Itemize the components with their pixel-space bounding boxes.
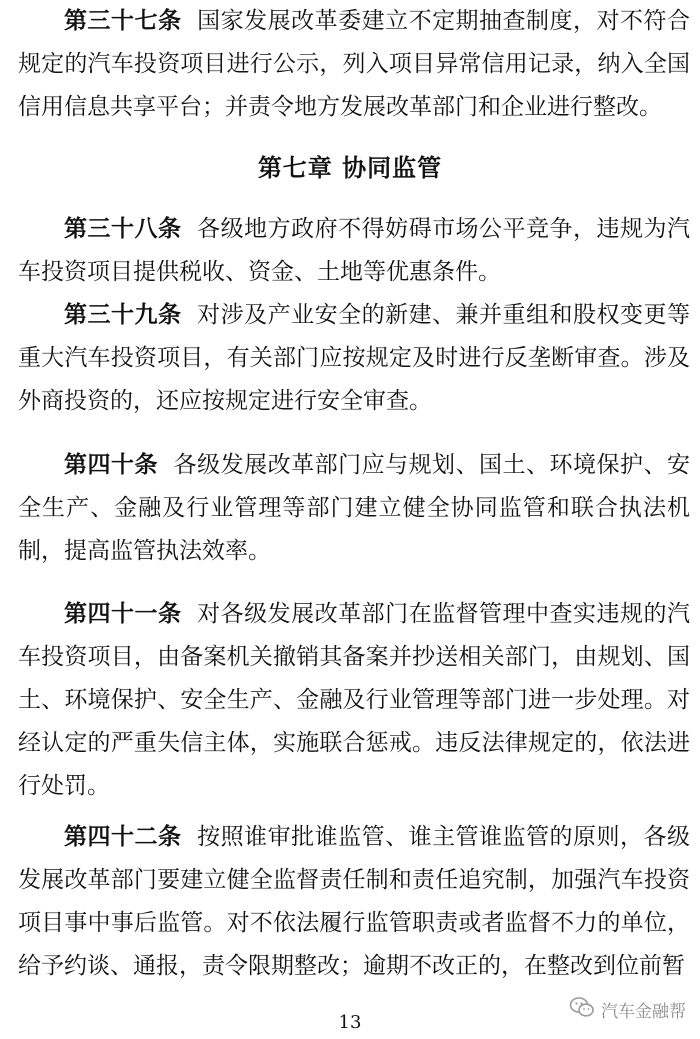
article-38-title: 第三十八条: [64, 216, 182, 242]
article-42-text: 按照谁审批谁监管、谁主管谁监管的原则，各级发展改革部门要建立健全监督责任制和责任追究制，加强汽车投资项目事中事后监管。对不依法履行监管职责或者监督不力的单位，给予约谈、通报，责令限期整改；逾期不改正的，在整改到位前暂: [18, 824, 691, 979]
article-37-text: 国家发展改革委建立不定期抽查制度，对不符合规定的汽车投资项目进行公示，列入项目异常信用记录，纳入全国信用信息共享平台；并责令地方发展改革部门和企业进行整改。: [18, 8, 691, 120]
article-40-title: 第四十条: [64, 452, 158, 478]
article-38-text: 各级地方政府不得妨碍市场公平竞争，违规为汽车投资项目提供税收、资金、土地等优惠条件。: [18, 216, 691, 285]
page-number: 13: [338, 1012, 362, 1033]
article-41: [18, 593, 690, 808]
article-40: [18, 444, 690, 573]
watermark: [569, 996, 686, 1023]
article-37-title: 第三十七条: [64, 8, 182, 34]
article-40-text: 各级发展改革部门应与规划、国土、环境保护、安全生产、金融及行业管理等部门建立健全协同监管和联合执法机制，提高监管执法效率。: [18, 452, 691, 564]
article-41-title: 第四十一条: [64, 601, 182, 627]
article-37: [18, 0, 690, 129]
chapter-title: 第七章 协同监管: [257, 154, 443, 182]
wechat-icon: [569, 996, 595, 1023]
watermark-text: 汽车金融帮: [601, 1002, 686, 1022]
article-39: [18, 294, 690, 423]
article-39-text: 对涉及产业安全的新建、兼并重组和股权变更等重大汽车投资项目，有关部门应按规定及时进行反垄断审查。涉及外商投资的，还应按规定进行安全审查。: [18, 302, 691, 414]
article-42-title: 第四十二条: [64, 824, 182, 850]
article-41-text: 对各级发展改革部门在监督管理中查实违规的汽车投资项目，由备案机关撤销其备案并抄送相关部门，由规划、国土、环境保护、安全生产、金融及行业管理等部门进一步处理。对经认定的严重失信主体，实施联合惩戒。违反法律规定的，依法进行处罚。: [18, 601, 691, 799]
article-38: [18, 208, 690, 294]
article-39-title: 第三十九条: [64, 302, 182, 328]
article-42: [18, 816, 690, 988]
